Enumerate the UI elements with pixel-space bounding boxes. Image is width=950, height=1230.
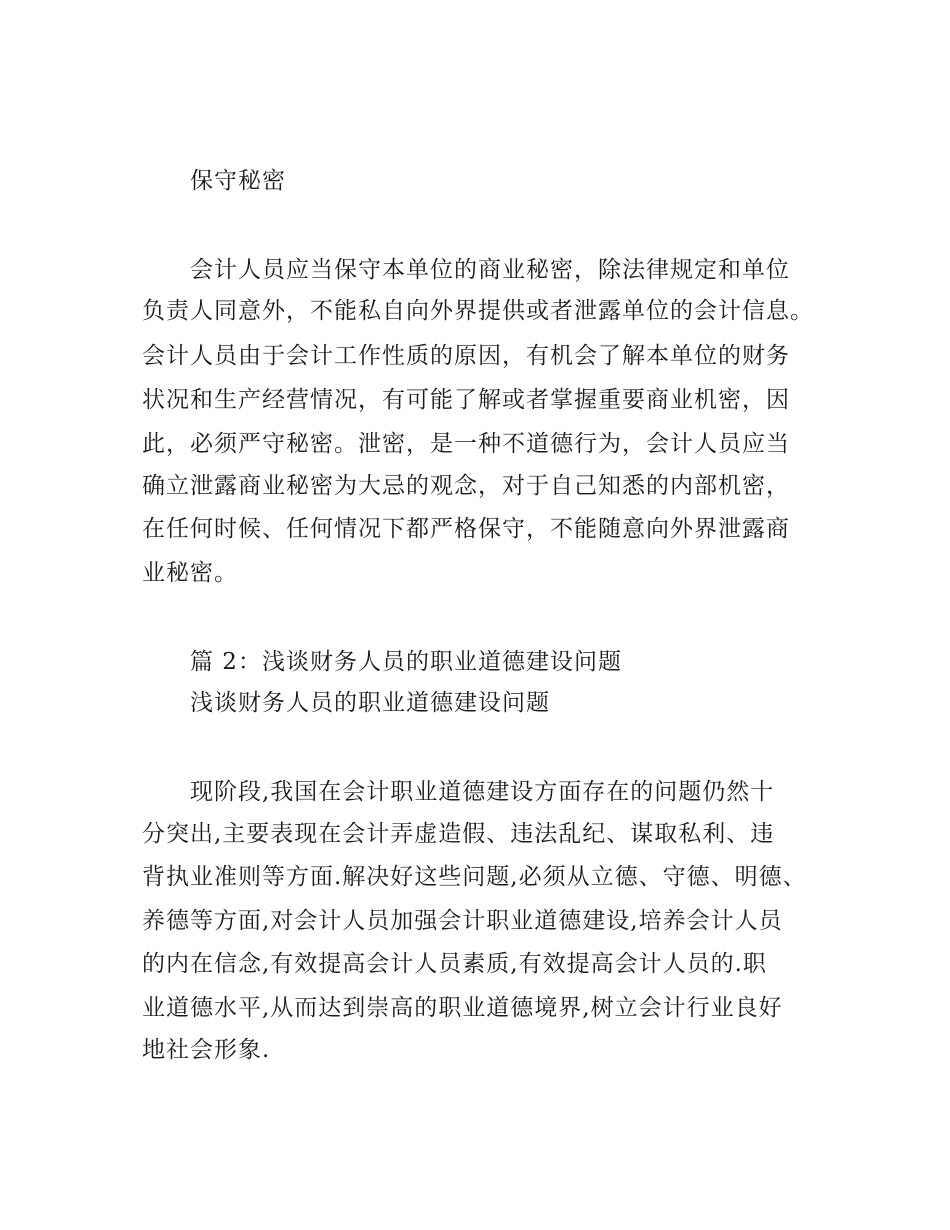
paragraph-line: 负责人同意外，不能私自向外界提供或者泄露单位的会计信息。 bbox=[142, 298, 814, 324]
paragraph-line: 业道德水平,从而达到崇高的职业道德境界,树立会计行业良好 bbox=[142, 995, 783, 1021]
paragraph-line: 此，必须严守秘密。泄密，是一种不道德行为，会计人员应当 bbox=[142, 431, 790, 457]
article-heading: 篇 2：浅谈财务人员的职业道德建设问题 bbox=[190, 649, 622, 675]
article-subheading: 浅谈财务人员的职业道德建设问题 bbox=[190, 690, 550, 716]
paragraph-line: 现阶段,我国在会计职业道德建设方面存在的问题仍然十 bbox=[190, 779, 775, 805]
paragraph-line: 会计人员由于会计工作性质的原因，有机会了解本单位的财务 bbox=[142, 343, 790, 369]
paragraph-line: 地社会形象. bbox=[142, 1037, 271, 1063]
paragraph-line: 确立泄露商业秘密为大忌的观念，对于自己知悉的内部机密， bbox=[142, 473, 790, 499]
paragraph-line: 背执业准则等方面.解决好这些问题,必须从立德、守德、明德、 bbox=[142, 864, 807, 890]
paragraph-line: 会计人员应当保守本单位的商业秘密，除法律规定和单位 bbox=[190, 257, 790, 283]
paragraph-line: 在任何时候、任何情况下都严格保守，不能随意向外界泄露商 bbox=[142, 516, 790, 542]
paragraph-line: 状况和生产经营情况，有可能了解或者掌握重要商业机密，因 bbox=[142, 387, 790, 413]
paragraph-line: 的内在信念,有效提高会计人员素质,有效提高会计人员的.职 bbox=[142, 951, 767, 977]
paragraph-line: 分突出,主要表现在会计弄虚造假、违法乱纪、谋取私利、违 bbox=[142, 821, 775, 847]
paragraph-line: 业秘密。 bbox=[142, 560, 238, 586]
section-title: 保守秘密 bbox=[190, 168, 286, 194]
paragraph-line: 养德等方面,对会计人员加强会计职业道德建设,培养会计人员 bbox=[142, 908, 783, 934]
